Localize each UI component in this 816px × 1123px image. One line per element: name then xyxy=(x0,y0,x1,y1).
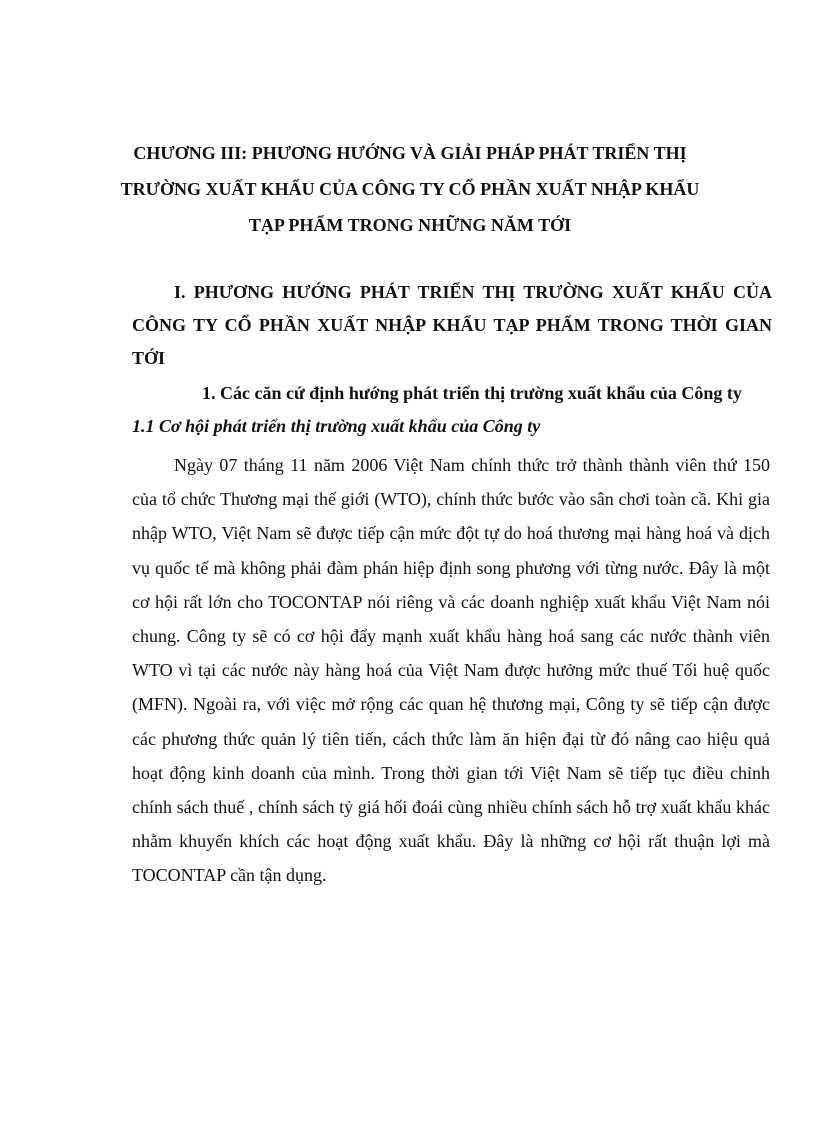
body-paragraph: Ngày 07 tháng 11 năm 2006 Việt Nam chính thức trở thành thành viên thứ 150 của tổ chức Thương mại thế giới (WTO), chính thức bước vào sân chơi toàn cầ. Khi gia nhập WTO, Việt Nam sẽ được tiếp cận mức đột tự do hoá thương mại hàng hoá và dịch vụ quốc tế mà không phải đàm phán hiệp định song phương với từng nước. Đây là một cơ hội rất lớn cho TOCONTAP nói riêng và các doanh nghiệp xuất khẩu Việt Nam nói chung. Công ty sẽ có cơ hội đẩy mạnh xuất khẩu hàng hoá sang các nước thành viên WTO vì tại các nước này hàng hoá của Việt Nam được hưởng mức thuế Tối huệ quốc (MFN). Ngoài ra, với việc mở rộng các quan hệ thương mại, Công ty sẽ tiếp cận được các phương thức quản lý tiên tiến, cách thức làm ăn hiện đại từ đó nâng cao hiệu quả hoạt động kinh doanh của mình. Trong thời gian tới Việt Nam sẽ tiếp tục điều chỉnh chính sách thuế , chính sách tỷ giá hối đoái cùng nhiều chính sách hỗ trợ xuất khẩu khác nhằm khuyến khích các hoạt động xuất khẩu. Đây là những cơ hội rất thuận lợi mà TOCONTAP cần tận dụng. xyxy=(132,455,770,886)
chapter-title: CHƯƠNG III: PHƯƠNG HƯỚNG VÀ GIẢI PHÁP PHÁT TRIỂN THỊ TRƯỜNG XUẤT KHẨU CỦA CÔNG TY CỔ PHẦN XUẤT NHẬP KHẨU TẠP PHẨM TRONG NHỮNG NĂM TỚI xyxy=(120,143,700,235)
subsection-heading: 1. Các căn cứ định hướng phát triển thị trường xuất khẩu của Công ty xyxy=(202,383,742,403)
subsubsection-heading: 1.1 Cơ hội phát triển thị trường xuất khẩu của Công ty xyxy=(132,416,541,436)
section-heading: I. PHƯƠNG HƯỚNG PHÁT TRIỂN THỊ TRƯỜNG XUẤT KHẨU CỦA CÔNG TY CỔ PHẦN XUẤT NHẬP KHẨU TẠP PHẨM TRONG THỜI GIAN TỚI xyxy=(132,282,772,368)
